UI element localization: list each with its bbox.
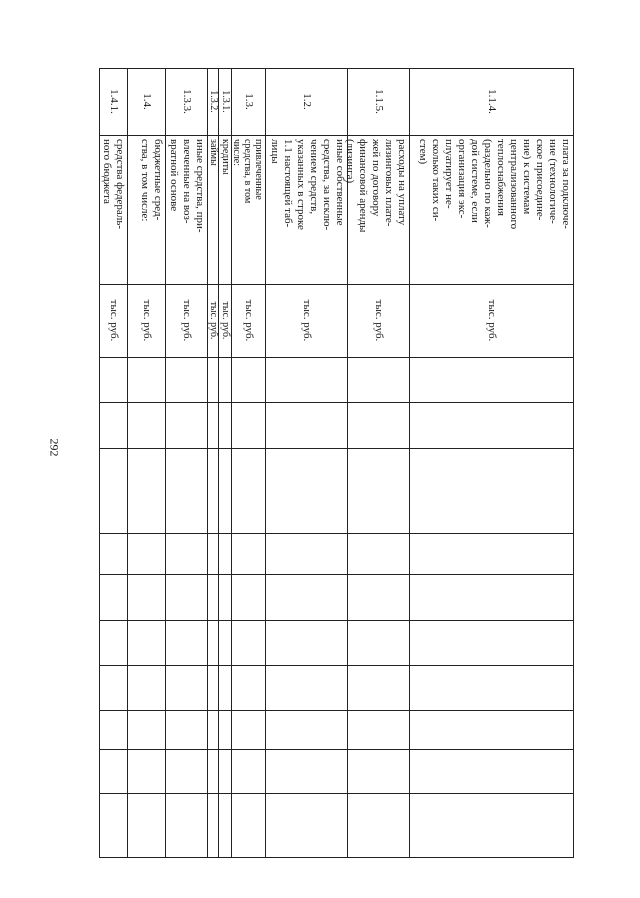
column-divider (99, 448, 574, 449)
row-code: 1.4.1. (108, 89, 121, 114)
table-border (99, 857, 574, 858)
column-divider (99, 749, 574, 750)
row-name: иные собственные средства, за исклю- чением средств, указанных в строке 1.1 настоящей таб- лицы (269, 139, 346, 231)
row-code: 1.1.5. (373, 89, 386, 114)
row-code: 1.3.3. (181, 89, 194, 114)
row-unit: тыс. руб. (373, 299, 386, 342)
column-divider (99, 533, 574, 534)
row-unit: тыс. руб. (301, 299, 314, 342)
row-unit: тыс. руб. (141, 299, 154, 342)
row-code: 1.2. (301, 93, 314, 110)
row-unit: тыс. руб. (486, 299, 499, 342)
row-unit: тыс. руб. (108, 299, 121, 342)
column-divider (99, 710, 574, 711)
row-name: иные средства, при- влеченные на воз- вратной основе (168, 139, 206, 233)
column-divider (99, 574, 574, 575)
column-divider (99, 402, 574, 403)
row-unit: тыс. руб. (181, 299, 194, 342)
row-unit: тыс. руб. (208, 301, 219, 340)
page-number: 292 (47, 438, 62, 457)
row-name: бюджетные сред- ства, в том числе: (139, 139, 164, 222)
row-name: плата за подключе- ние (технологиче- ское присоедине- ние) к системам централизованного теплоснабжения (раздельно по каж- дой системе, если организация экс- плуатирует не- сколько таких си- стем) (417, 139, 572, 230)
column-divider (99, 793, 574, 794)
rotated-table-frame (99, 68, 574, 858)
row-unit: тыс. руб. (243, 299, 256, 342)
column-divider (99, 665, 574, 666)
row-name: займы (208, 139, 219, 166)
row-unit: тыс. руб. (220, 301, 231, 340)
row-name: расходы на уплату лизинговых плате- жей по договору финансовой аренды (лизинга) (344, 139, 408, 233)
row-code: 1.3. (243, 93, 256, 110)
column-divider (99, 620, 574, 621)
row-code: 1.3.1. (220, 90, 231, 113)
column-divider (99, 357, 574, 358)
row-name: средства федераль- ного бюджета (101, 139, 126, 230)
row-name: кредиты (220, 139, 231, 175)
row-code: 1.1.4. (486, 89, 499, 114)
table (99, 68, 574, 858)
row-code: 1.4. (141, 93, 154, 110)
row-code: 1.3.2. (208, 90, 219, 113)
row-name: привлеченные средства, в том числе: (231, 139, 264, 204)
